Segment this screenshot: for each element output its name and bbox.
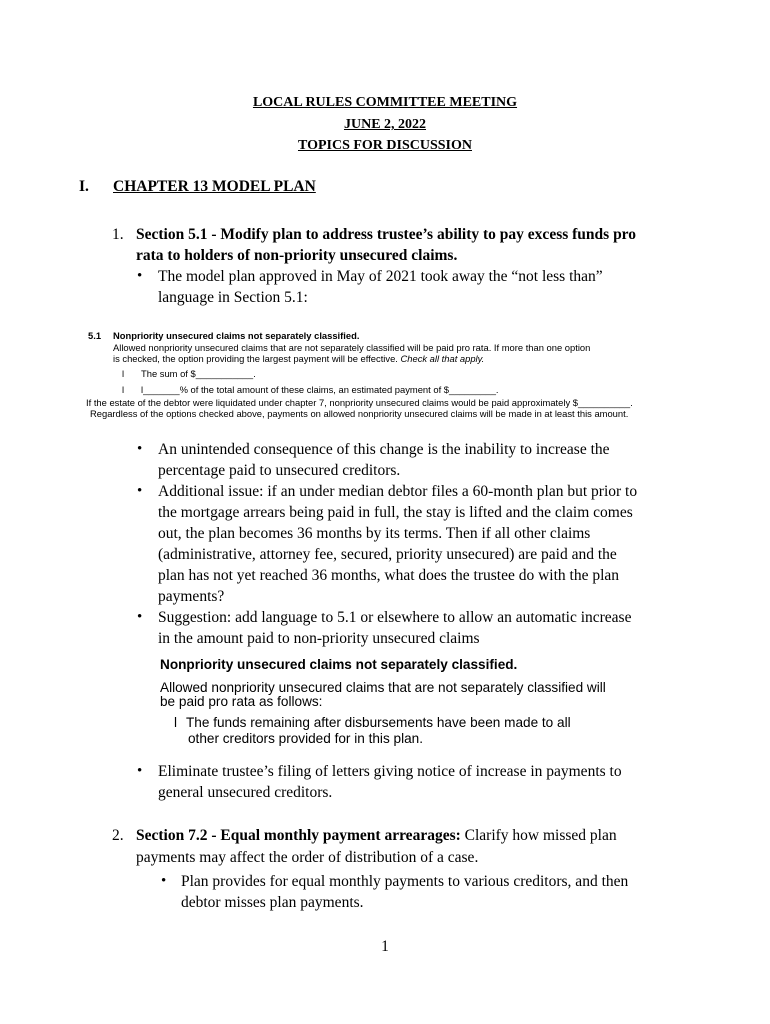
excerpt-title: Nonpriority unsecured claims not separately classified.	[160, 657, 518, 672]
bullet-text: Plan provides for equal monthly payments to various creditors, and then	[181, 873, 629, 890]
bullet-text: out, the plan becomes 36 months by its terms. Then if all other claims	[158, 525, 591, 542]
bullet-text: language in Section 5.1:	[158, 289, 308, 306]
bullet-text: (administrative, attorney fee, secured, priority unsecured) are paid and the	[158, 546, 617, 563]
bullet-glyph: •	[137, 441, 143, 457]
checkbox-mark: l	[122, 384, 125, 395]
bullet-text: plan has not yet reached 36 months, what does the trustee do with the plan	[158, 567, 620, 584]
section-title: CHAPTER 13 MODEL PLAN	[113, 178, 316, 195]
excerpt-option: The sum of $___________.	[141, 368, 256, 379]
bullet-glyph: •	[137, 268, 143, 284]
doc-subtitle: TOPICS FOR DISCUSSION	[297, 138, 472, 153]
bullet-glyph: •	[137, 609, 143, 625]
bullet-glyph: •	[161, 873, 167, 889]
excerpt-title: Nonpriority unsecured claims not separately classified.	[113, 330, 360, 341]
section-number: I.	[79, 178, 89, 195]
item-heading-cont: rata to holders of non-priority unsecured claims.	[136, 247, 458, 264]
excerpt-text: Allowed nonpriority unsecured claims that are not separately classified will be paid pro rata. If more than one option	[113, 342, 591, 353]
bullet-text: Eliminate trustee’s filing of letters giving notice of increase in payments to	[158, 763, 622, 780]
bullet-text: Additional issue: if an under median debtor files a 60-month plan but prior to	[158, 483, 638, 500]
excerpt-text: is checked, the option providing the largest payment will be effective. Check all that apply.	[113, 353, 485, 364]
excerpt-text: If the estate of the debtor were liquidated under chapter 7, nonpriority unsecured claims would be paid approximately $__________.	[86, 397, 633, 408]
item-paragraph-cont: payments may affect the order of distribution of a case.	[136, 849, 479, 866]
bullet-text: The model plan approved in May of 2021 took away the “not less than”	[158, 268, 603, 285]
item-heading: Section 5.1 - Modify plan to address trustee’s ability to pay excess funds pro	[136, 226, 637, 243]
bullet-text: An unintended consequence of this change is the inability to increase the	[158, 441, 610, 458]
bullet-text: percentage paid to unsecured creditors.	[158, 462, 401, 479]
excerpt-option: The funds remaining after disbursements have been made to all	[186, 715, 571, 730]
excerpt-text: be paid pro rata as follows:	[160, 694, 323, 709]
bullet-text: the mortgage arrears being paid in full, the stay is lifted and the claim comes	[158, 504, 633, 521]
excerpt-option: other creditors provided for in this plan.	[188, 731, 423, 746]
bullet-text: debtor misses plan payments.	[181, 894, 364, 911]
bullet-text: payments?	[158, 588, 225, 605]
item-number: 2.	[112, 827, 124, 844]
bullet-text: in the amount paid to non-priority unsecured claims	[158, 630, 480, 647]
item-paragraph: Section 7.2 - Equal monthly payment arrearages: Clarify how missed plan	[136, 827, 617, 844]
doc-title: LOCAL RULES COMMITTEE MEETING	[252, 95, 518, 110]
excerpt-text: Allowed nonpriority unsecured claims that are not separately classified will	[160, 680, 606, 695]
excerpt-text: Regardless of the options checked above, payments on allowed nonpriority unsecured claims will be made in at least this amount.	[90, 408, 629, 419]
bullet-text: general unsecured creditors.	[158, 784, 333, 801]
item-number: 1.	[112, 226, 124, 243]
bullet-text: Suggestion: add language to 5.1 or elsewhere to allow an automatic increase	[158, 609, 632, 626]
checkbox-mark: l	[174, 715, 178, 730]
page-number: 1	[381, 938, 389, 955]
excerpt-number: 5.1	[88, 330, 102, 341]
checkbox-mark: l	[122, 368, 125, 379]
doc-date: JUNE 2, 2022	[343, 117, 427, 132]
bullet-glyph: •	[137, 763, 143, 779]
bullet-glyph: •	[137, 483, 143, 499]
excerpt-option: l_______% of the total amount of these claims, an estimated payment of $_________.	[141, 384, 499, 395]
item-heading: Section 7.2 - Equal monthly payment arrearages:	[136, 827, 461, 844]
